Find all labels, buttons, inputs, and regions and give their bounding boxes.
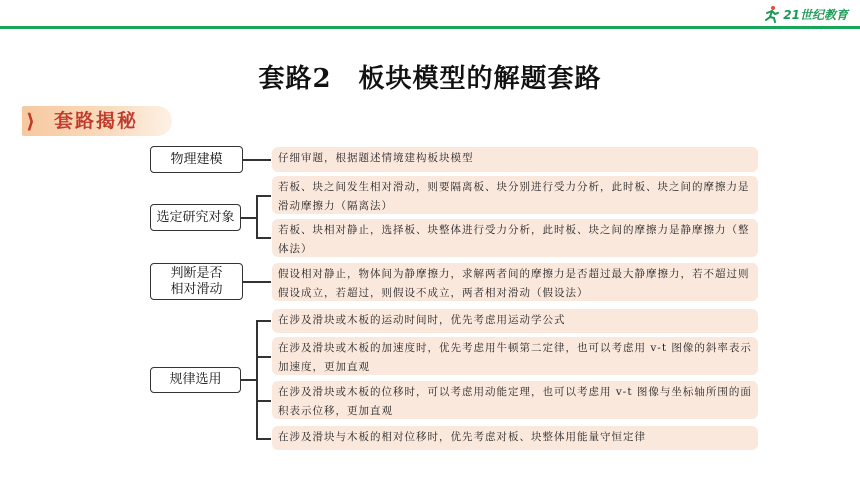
box-time-rule: 在涉及滑块或木板的运动时间时，优先考虑用运动学公式 [272, 309, 758, 333]
connector-line [256, 438, 271, 440]
connector-line [256, 237, 271, 239]
page-title: 套路2 板块模型的解题套路 [258, 64, 602, 94]
connector-line [241, 379, 256, 381]
connector-line [256, 320, 258, 438]
chevron-right-icon: ⟩ [26, 109, 36, 133]
connector-line [243, 281, 271, 283]
connector-line [256, 195, 258, 237]
box-whole-method: 若板、块相对静止，选择板、块整体进行受力分析，此时板、块之间的摩擦力是静摩擦力（整体法） [272, 219, 758, 257]
banner-label: 套路揭秘 [54, 110, 139, 132]
box-hypothesis-method: 假设相对静止，物体间为静摩擦力，求解两者间的摩擦力是否超过最大静摩擦力，若不超过则假设成立，若超过，则假设不成立，两者相对滑动（假设法） [272, 263, 758, 301]
connector-line [256, 320, 271, 322]
node-law-selection: 规律选用 [150, 367, 241, 393]
brand-logo [762, 3, 848, 25]
box-modeling: 仔细审题，根据题述情境建构板块模型 [272, 147, 758, 172]
connector-line [256, 195, 271, 197]
connector-line [256, 356, 271, 358]
box-displacement-rule: 在涉及滑块或木板的位移时，可以考虑用动能定理，也可以考虑用 v-t 图像与坐标轴所围的面积表示位移，更加直观 [272, 381, 758, 419]
box-isolation-method: 若板、块之间发生相对滑动，则要隔离板、块分别进行受力分析，此时板、块之间的摩擦力是滑动摩擦力（隔离法） [272, 176, 758, 214]
runner-logo-icon [762, 5, 780, 23]
connector-line [243, 159, 271, 161]
node-modeling: 物理建模 [150, 146, 243, 173]
node-select-object: 选定研究对象 [150, 204, 241, 231]
top-bar [0, 0, 860, 28]
section-banner [22, 106, 172, 136]
top-divider [0, 26, 860, 29]
box-acceleration-rule: 在涉及滑块或木板的加速度时，优先考虑用牛顿第二定律，也可以考虑用 v-t 图像的斜率表示加速度，更加直观 [272, 337, 758, 375]
box-relative-displacement-rule: 在涉及滑块与木板的相对位移时，优先考虑对板、块整体用能量守恒定律 [272, 426, 758, 450]
brand-name: 21世纪教育 [783, 7, 848, 22]
connector-line [241, 217, 256, 219]
connector-line [256, 400, 271, 402]
node-judge-sliding: 判断是否 相对滑动 [150, 263, 243, 300]
